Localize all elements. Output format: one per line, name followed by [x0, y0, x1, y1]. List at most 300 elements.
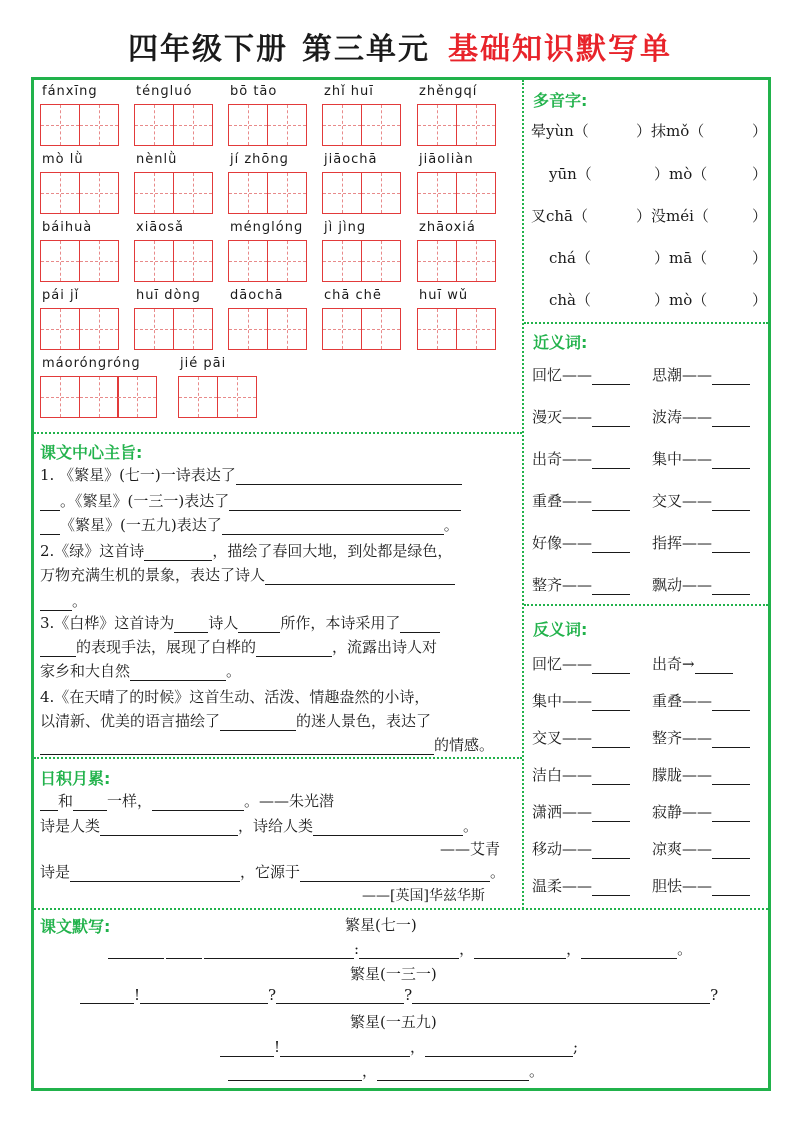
duoyin-paren: ） [752, 207, 768, 225]
word-prompt: 潇洒—— [532, 803, 593, 821]
q4-text-c: 的迷人景色，表达了 [296, 712, 432, 730]
poem-title-71: 繁星(七一) [345, 916, 417, 934]
answer-blank[interactable] [280, 1041, 410, 1057]
punct: ， [362, 1062, 378, 1080]
divider-jinyi [524, 604, 768, 606]
tianzige-box-group [40, 172, 117, 214]
pinyin-label: jì jìnɡ [324, 220, 367, 235]
duoyin-item: ）mò（ [654, 291, 708, 309]
tianzige-cell[interactable] [40, 172, 80, 214]
tianzige-cell[interactable] [134, 172, 174, 214]
answer-blank[interactable] [712, 695, 750, 711]
answer-blank[interactable] [236, 469, 462, 485]
tianzige-cell[interactable] [173, 172, 213, 214]
tianzige-cell[interactable] [134, 308, 174, 350]
answer-blank[interactable] [592, 843, 630, 859]
answer-blank[interactable] [152, 795, 244, 811]
q2-line1 [40, 540, 452, 561]
q1-text-c: 《繁星》(一五九)表达了 [60, 516, 222, 534]
q2-text-c: 万物充满生机的景象，表达了诗人 [40, 566, 266, 584]
tianzige-box-group [134, 172, 211, 214]
answer-blank[interactable] [412, 988, 710, 1004]
tianzige-cell[interactable] [228, 308, 268, 350]
word-prompt: 漫灭—— [532, 408, 593, 426]
punct: ! [274, 1038, 281, 1056]
punct: ; [573, 1038, 579, 1056]
answer-blank[interactable] [592, 806, 630, 822]
duoyin-paren: ） [752, 165, 768, 183]
answer-blank[interactable] [40, 519, 60, 535]
poem-title-159: 繁星(一五九) [350, 1013, 437, 1031]
pinyin-label: ténɡluó [136, 84, 193, 99]
answer-blank[interactable] [712, 369, 750, 385]
answer-blank[interactable] [140, 988, 268, 1004]
word-prompt: 重叠—— [652, 692, 713, 710]
q1-text-a: 1. 《繁星》(七一)一诗表达了 [40, 466, 236, 484]
tianzige-cell[interactable] [117, 376, 157, 418]
q4-line2 [40, 710, 431, 731]
tianzige-cell[interactable] [322, 104, 362, 146]
word-pair-item [532, 653, 630, 674]
duoyin-item: ）没méi（ [636, 207, 709, 225]
answer-blank[interactable] [80, 988, 134, 1004]
q4-text-a: 4.《在天晴了的时候》这首生动、活泼、情趣盎然的小诗， [40, 688, 430, 706]
pinyin-label: chā chē [324, 288, 382, 303]
tianzige-cell[interactable] [267, 104, 307, 146]
answer-blank[interactable] [592, 695, 630, 711]
answer-blank[interactable] [592, 453, 630, 469]
q4-line3 [40, 734, 494, 755]
tianzige-cell[interactable] [228, 104, 268, 146]
answer-blank[interactable] [592, 369, 630, 385]
tianzige-cell[interactable] [40, 308, 80, 350]
title-unit: 第三单元 [302, 32, 430, 67]
pinyin-label: nènlǜ [136, 152, 178, 167]
word-pair-item [652, 690, 750, 711]
pinyin-label: pái jǐ [42, 288, 80, 303]
answer-blank[interactable] [40, 739, 434, 755]
riji-text: 诗是 [40, 863, 71, 881]
answer-blank[interactable] [712, 411, 750, 427]
punct: ， [410, 1038, 426, 1056]
tianzige-cell[interactable] [456, 104, 496, 146]
word-prompt: 温柔—— [532, 877, 593, 895]
word-pair-item [652, 574, 750, 595]
word-pair-item [532, 801, 630, 822]
answer-blank[interactable] [70, 866, 240, 882]
tianzige-cell[interactable] [228, 240, 268, 282]
answer-blank[interactable] [592, 495, 630, 511]
punct: : [354, 940, 360, 958]
tianzige-box-group [40, 308, 117, 350]
word-prompt: 整齐—— [652, 729, 713, 747]
q4-text-b: 以清新、优美的语言描绘了 [40, 712, 221, 730]
punct: ? [404, 986, 413, 1004]
moxie-label: 课文默写: [40, 917, 111, 936]
tianzige-cell[interactable] [178, 376, 218, 418]
word-pair-item [652, 727, 750, 748]
word-prompt: 集中—— [652, 450, 713, 468]
answer-blank[interactable] [359, 943, 459, 959]
answer-blank[interactable] [592, 732, 630, 748]
pinyin-label: huī dònɡ [136, 288, 201, 303]
riji-author-wordsworth: ——[英国]华兹华斯 [362, 888, 485, 904]
q1-line2 [40, 490, 461, 511]
pinyin-label: dāochā [230, 288, 284, 303]
tianzige-cell[interactable] [361, 172, 401, 214]
tianzige-box-group [228, 104, 305, 146]
word-prompt: 回忆—— [532, 366, 593, 384]
pinyin-label: bō tāo [230, 84, 278, 99]
duoyin-paren: ） [752, 291, 768, 309]
q2-line2 [40, 564, 455, 585]
tianzige-cell[interactable] [40, 240, 80, 282]
punct: ? [268, 986, 277, 1004]
tianzige-box-group [228, 308, 305, 350]
punct: ! [134, 986, 141, 1004]
pinyin-label: jí zhōnɡ [230, 152, 289, 167]
tianzige-box-group [134, 240, 211, 282]
tianzige-cell[interactable] [134, 240, 174, 282]
answer-blank[interactable] [712, 806, 750, 822]
riji-line1 [40, 790, 334, 811]
q4-line1 [40, 686, 429, 707]
answer-blank[interactable] [222, 519, 444, 535]
answer-blank[interactable] [220, 1041, 274, 1057]
tianzige-cell[interactable] [456, 308, 496, 350]
tianzige-cell[interactable] [417, 104, 457, 146]
tianzige-cell[interactable] [456, 172, 496, 214]
tianzige-cell[interactable] [267, 172, 307, 214]
word-prompt: 波涛—— [652, 408, 713, 426]
answer-blank[interactable] [712, 732, 750, 748]
q4-end: 的情感。 [434, 736, 495, 754]
tianzige-cell[interactable] [361, 104, 401, 146]
word-pair-item [652, 838, 750, 859]
tianzige-cell[interactable] [361, 308, 401, 350]
answer-blank[interactable] [474, 943, 566, 959]
answer-blank[interactable] [300, 866, 490, 882]
pinyin-label: máorónɡrónɡ [42, 356, 141, 371]
duoyin-paren: ） [752, 122, 768, 140]
word-pair-item [652, 875, 750, 896]
tianzige-cell[interactable] [79, 240, 119, 282]
answer-blank[interactable] [229, 495, 461, 511]
duoyin-item: ）mò（ [654, 165, 708, 183]
answer-blank[interactable] [130, 665, 226, 681]
answer-blank[interactable] [256, 641, 332, 657]
tianzige-cell[interactable] [417, 172, 457, 214]
word-prompt: 洁白—— [532, 766, 593, 784]
column-divider [522, 80, 524, 909]
duoyin-item: ）mā（ [654, 249, 708, 267]
riji-text: 诗是人类 [40, 817, 101, 835]
answer-blank[interactable] [100, 820, 238, 836]
riji-line2 [40, 815, 478, 836]
answer-blank[interactable] [712, 880, 750, 896]
tianzige-cell[interactable] [173, 240, 213, 282]
tianzige-cell[interactable] [134, 104, 174, 146]
q2-text-a: 2.《绿》这首诗 [40, 542, 145, 560]
title-sheet: 基础知识默写单 [448, 32, 672, 67]
answer-blank[interactable] [592, 658, 630, 674]
answer-blank[interactable] [166, 949, 202, 959]
q3-text-b: 诗人 [208, 614, 239, 632]
riji-author-aiqing: ——艾青 [440, 840, 501, 858]
tianzige-cell[interactable] [40, 376, 80, 418]
answer-blank[interactable] [276, 988, 404, 1004]
word-prompt: 好像—— [532, 534, 593, 552]
zhongxin-label: 课文中心主旨: [40, 443, 143, 462]
moxie-line2 [80, 986, 718, 1004]
duoyin-item: yūn（ [549, 165, 592, 183]
tianzige-cell[interactable] [267, 308, 307, 350]
word-pair-item [532, 764, 630, 785]
duoyin-item: chá（ [549, 249, 592, 267]
q3-line1 [40, 612, 440, 633]
word-pair-item [652, 448, 750, 469]
riji-text: 一样， [107, 792, 153, 810]
tianzige-box-group [40, 240, 117, 282]
tianzige-cell[interactable] [173, 308, 213, 350]
answer-blank[interactable] [73, 795, 107, 811]
duoyin-item: 叉chā（ [531, 207, 589, 225]
pinyin-label: báihuà [42, 220, 93, 235]
tianzige-cell[interactable] [79, 376, 119, 418]
answer-blank[interactable] [204, 943, 354, 959]
tianzige-box-group [417, 308, 494, 350]
word-prompt: 朦胧—— [652, 766, 713, 784]
punct: ? [710, 986, 719, 1004]
tianzige-box-group [40, 376, 156, 418]
q3-text-d: 的表现手法，展现了白桦的 [76, 638, 257, 656]
word-prompt: 重叠—— [532, 492, 593, 510]
word-pair-item [652, 364, 750, 385]
divider-zhongxin [34, 757, 522, 759]
word-pair-item [532, 875, 630, 896]
tianzige-box-group [417, 104, 494, 146]
q3-end: 。 [226, 662, 242, 680]
word-pair-item [532, 490, 630, 511]
answer-blank[interactable] [40, 495, 60, 511]
word-pair-item [532, 448, 630, 469]
riji-text: ，它源于 [240, 863, 301, 881]
riji-text: 。 [490, 863, 506, 881]
divider-duoyin [524, 322, 768, 324]
pinyin-label: xiāosǎ [136, 220, 184, 235]
answer-blank[interactable] [712, 843, 750, 859]
tianzige-box-group [228, 240, 305, 282]
word-prompt: 飘动—— [652, 576, 713, 594]
answer-blank[interactable] [581, 943, 677, 959]
answer-blank[interactable] [425, 1041, 573, 1057]
tianzige-cell[interactable] [79, 104, 119, 146]
q2-line3 [40, 590, 87, 611]
word-prompt: 交叉—— [532, 729, 593, 747]
tianzige-box-group [178, 376, 255, 418]
tianzige-cell[interactable] [79, 172, 119, 214]
tianzige-cell[interactable] [361, 240, 401, 282]
q1-end: 。 [443, 516, 459, 534]
word-pair-item [532, 574, 630, 595]
punct: ， [459, 940, 475, 958]
q1-line1 [40, 464, 462, 485]
answer-blank[interactable] [228, 1065, 362, 1081]
pinyin-label: mò lǜ [42, 152, 84, 167]
word-pair-item [652, 801, 750, 822]
tianzige-box-group [322, 104, 399, 146]
pinyin-label: zhěnɡqí [419, 84, 478, 99]
tianzige-cell[interactable] [173, 104, 213, 146]
word-prompt: 集中—— [532, 692, 593, 710]
moxie-line1 [108, 938, 692, 959]
tianzige-cell[interactable] [79, 308, 119, 350]
answer-blank[interactable] [220, 715, 296, 731]
q3-line3 [40, 660, 241, 681]
q3-text-f: 家乡和大自然 [40, 662, 131, 680]
answer-blank[interactable] [144, 545, 212, 561]
tianzige-cell[interactable] [417, 240, 457, 282]
riji-text: 。——朱光潜 [244, 792, 335, 810]
word-pair-item [532, 727, 630, 748]
answer-blank[interactable] [40, 595, 72, 611]
answer-blank[interactable] [592, 411, 630, 427]
word-pair-item [652, 653, 733, 674]
answer-blank[interactable] [712, 769, 750, 785]
tianzige-box-group [134, 104, 211, 146]
answer-blank[interactable] [712, 579, 750, 595]
word-pair-item [652, 532, 750, 553]
q3-text-c: 所作，本诗采用了 [280, 614, 401, 632]
word-prompt: 整齐—— [532, 576, 593, 594]
q2-text-b: ，描绘了春回大地，到处都是绿色， [212, 542, 453, 560]
moxie-line4 [228, 1060, 544, 1081]
riji-label: 日积月累: [40, 769, 111, 788]
riji-line4 [40, 861, 505, 882]
answer-blank[interactable] [265, 569, 455, 585]
tianzige-box-group [228, 172, 305, 214]
pinyin-label: fánxīng [42, 84, 98, 99]
answer-blank[interactable] [400, 617, 440, 633]
page-title [0, 24, 800, 68]
answer-blank[interactable] [174, 617, 208, 633]
word-prompt: 思潮—— [652, 366, 713, 384]
answer-blank[interactable] [712, 453, 750, 469]
pinyin-label: jié pāi [180, 356, 227, 371]
duoyin-label: 多音字: [533, 91, 588, 110]
word-prompt: 回忆—— [532, 655, 593, 673]
tianzige-box-group [322, 172, 399, 214]
punct: ， [566, 940, 582, 958]
word-prompt: 交叉—— [652, 492, 713, 510]
pinyin-label: zhāoxiá [419, 220, 476, 235]
riji-text: 。 [463, 817, 479, 835]
word-pair-item [532, 690, 630, 711]
tianzige-cell[interactable] [417, 308, 457, 350]
tianzige-box-group [134, 308, 211, 350]
duoyin-paren: ） [752, 249, 768, 267]
tianzige-cell[interactable] [217, 376, 257, 418]
word-prompt: 凉爽—— [652, 840, 713, 858]
divider-moxie [34, 908, 768, 910]
tianzige-cell[interactable] [322, 172, 362, 214]
tianzige-cell[interactable] [322, 308, 362, 350]
tianzige-cell[interactable] [228, 172, 268, 214]
word-pair-item [532, 406, 630, 427]
answer-blank[interactable] [40, 641, 76, 657]
tianzige-box-group [322, 308, 399, 350]
answer-blank[interactable] [40, 795, 58, 811]
word-pair-item [532, 532, 630, 553]
pinyin-label: ménɡlónɡ [230, 220, 304, 235]
answer-blank[interactable] [238, 617, 280, 633]
tianzige-box-group [417, 172, 494, 214]
answer-blank[interactable] [108, 943, 164, 959]
tianzige-cell[interactable] [456, 240, 496, 282]
title-grade: 四年级下册 [128, 32, 288, 67]
duoyin-item: 晕yùn（ [531, 122, 589, 140]
answer-blank[interactable] [592, 537, 630, 553]
tianzige-cell[interactable] [40, 104, 80, 146]
fanyi-label: 反义词: [533, 620, 588, 639]
tianzige-box-group [417, 240, 494, 282]
riji-text: 和 [58, 792, 74, 810]
pinyin-label: jiāochā [324, 152, 378, 167]
q3-text-e: ，流露出诗人对 [332, 638, 438, 656]
answer-blank[interactable] [313, 820, 463, 836]
pinyin-label: jiāoliàn [419, 152, 474, 167]
moxie-line3 [220, 1036, 578, 1057]
word-pair-item [532, 838, 630, 859]
duoyin-item: chà（ [549, 291, 592, 309]
answer-blank[interactable] [712, 495, 750, 511]
word-prompt: 胆怯—— [652, 877, 713, 895]
answer-blank[interactable] [592, 769, 630, 785]
answer-blank[interactable] [592, 579, 630, 595]
q3-text-a: 3.《白桦》这首诗为 [40, 614, 175, 632]
q1-line3 [40, 514, 459, 535]
pinyin-label: huī wǔ [419, 288, 469, 303]
word-pair-item [652, 490, 750, 511]
word-prompt: 指挥—— [652, 534, 713, 552]
tianzige-box-group [40, 104, 117, 146]
poem-title-131: 繁星(一三一) [350, 965, 437, 983]
q2-end: 。 [72, 592, 88, 610]
tianzige-cell[interactable] [322, 240, 362, 282]
word-pair-item [532, 364, 630, 385]
answer-blank[interactable] [592, 880, 630, 896]
divider-pinyin [34, 432, 522, 434]
word-prompt: 出奇→ [652, 655, 695, 673]
jinyi-label: 近义词: [533, 333, 588, 352]
q1-text-b: 。《繁星》(一三一)表达了 [60, 492, 230, 510]
duoyin-item: ）抹mǒ（ [636, 122, 705, 140]
word-prompt: 移动—— [532, 840, 593, 858]
word-pair-item [652, 406, 750, 427]
word-pair-item [652, 764, 750, 785]
word-prompt: 寂静—— [652, 803, 713, 821]
punct: 。 [529, 1062, 545, 1080]
word-prompt: 出奇—— [532, 450, 593, 468]
punct: 。 [677, 940, 693, 958]
answer-blank[interactable] [712, 537, 750, 553]
answer-blank[interactable] [695, 658, 733, 674]
q3-line2 [40, 636, 437, 657]
riji-text: ，诗给人类 [238, 817, 314, 835]
answer-blank[interactable] [377, 1065, 529, 1081]
tianzige-box-group [322, 240, 399, 282]
tianzige-cell[interactable] [267, 240, 307, 282]
